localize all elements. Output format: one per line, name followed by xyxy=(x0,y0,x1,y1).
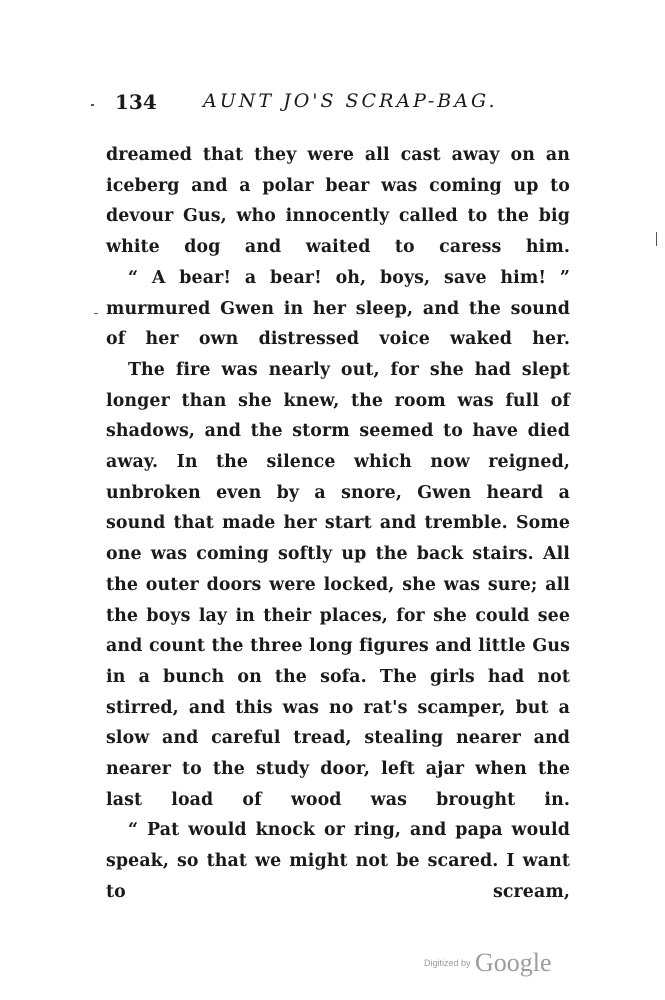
body-text xyxy=(106,140,570,908)
page-number: 134 xyxy=(115,90,157,114)
digitized-watermark xyxy=(424,948,552,978)
paragraph: dreamed that they were all cast away on an iceberg and a polar bear was coming up to devour Gus, who innocently called to the big white dog and waited to caress him. xyxy=(106,145,570,258)
margin-mark xyxy=(94,313,98,314)
google-logo: Google xyxy=(474,948,552,977)
paragraph: “ Pat would knock or ring, and papa would speak, so that we might not be scared. I want to scream, xyxy=(106,820,570,902)
page-header xyxy=(103,90,573,118)
paragraph: The fire was nearly out, for she had slept longer than she knew, the room was full of shadows, and the storm seemed to have died away. In the silence which now reigned, unbroken even by a snore, Gwen heard a sound that made her start and tremble. Some one was coming softly up the back stairs. All the outer doors were locked, she was sure; all the boys lay in their places, for she could see and count the three long figures and little Gus in a bunch on the sofa. The girls had not stirred, and this was no rat's scamper, but a slow and careful tread, stealing nearer and nearer to the study door, left ajar when the last load of wood was brought in. xyxy=(106,359,570,810)
margin-mark xyxy=(91,104,94,106)
paragraph: “ A bear! a bear! oh, boys, save him! ” murmured Gwen in her sleep, and the sound of her own distressed voice waked her. xyxy=(106,267,570,350)
running-title: AUNT JO'S SCRAP-BAG. xyxy=(203,90,498,112)
digitized-by-label: Digitized by xyxy=(424,958,471,968)
margin-mark xyxy=(656,232,657,246)
